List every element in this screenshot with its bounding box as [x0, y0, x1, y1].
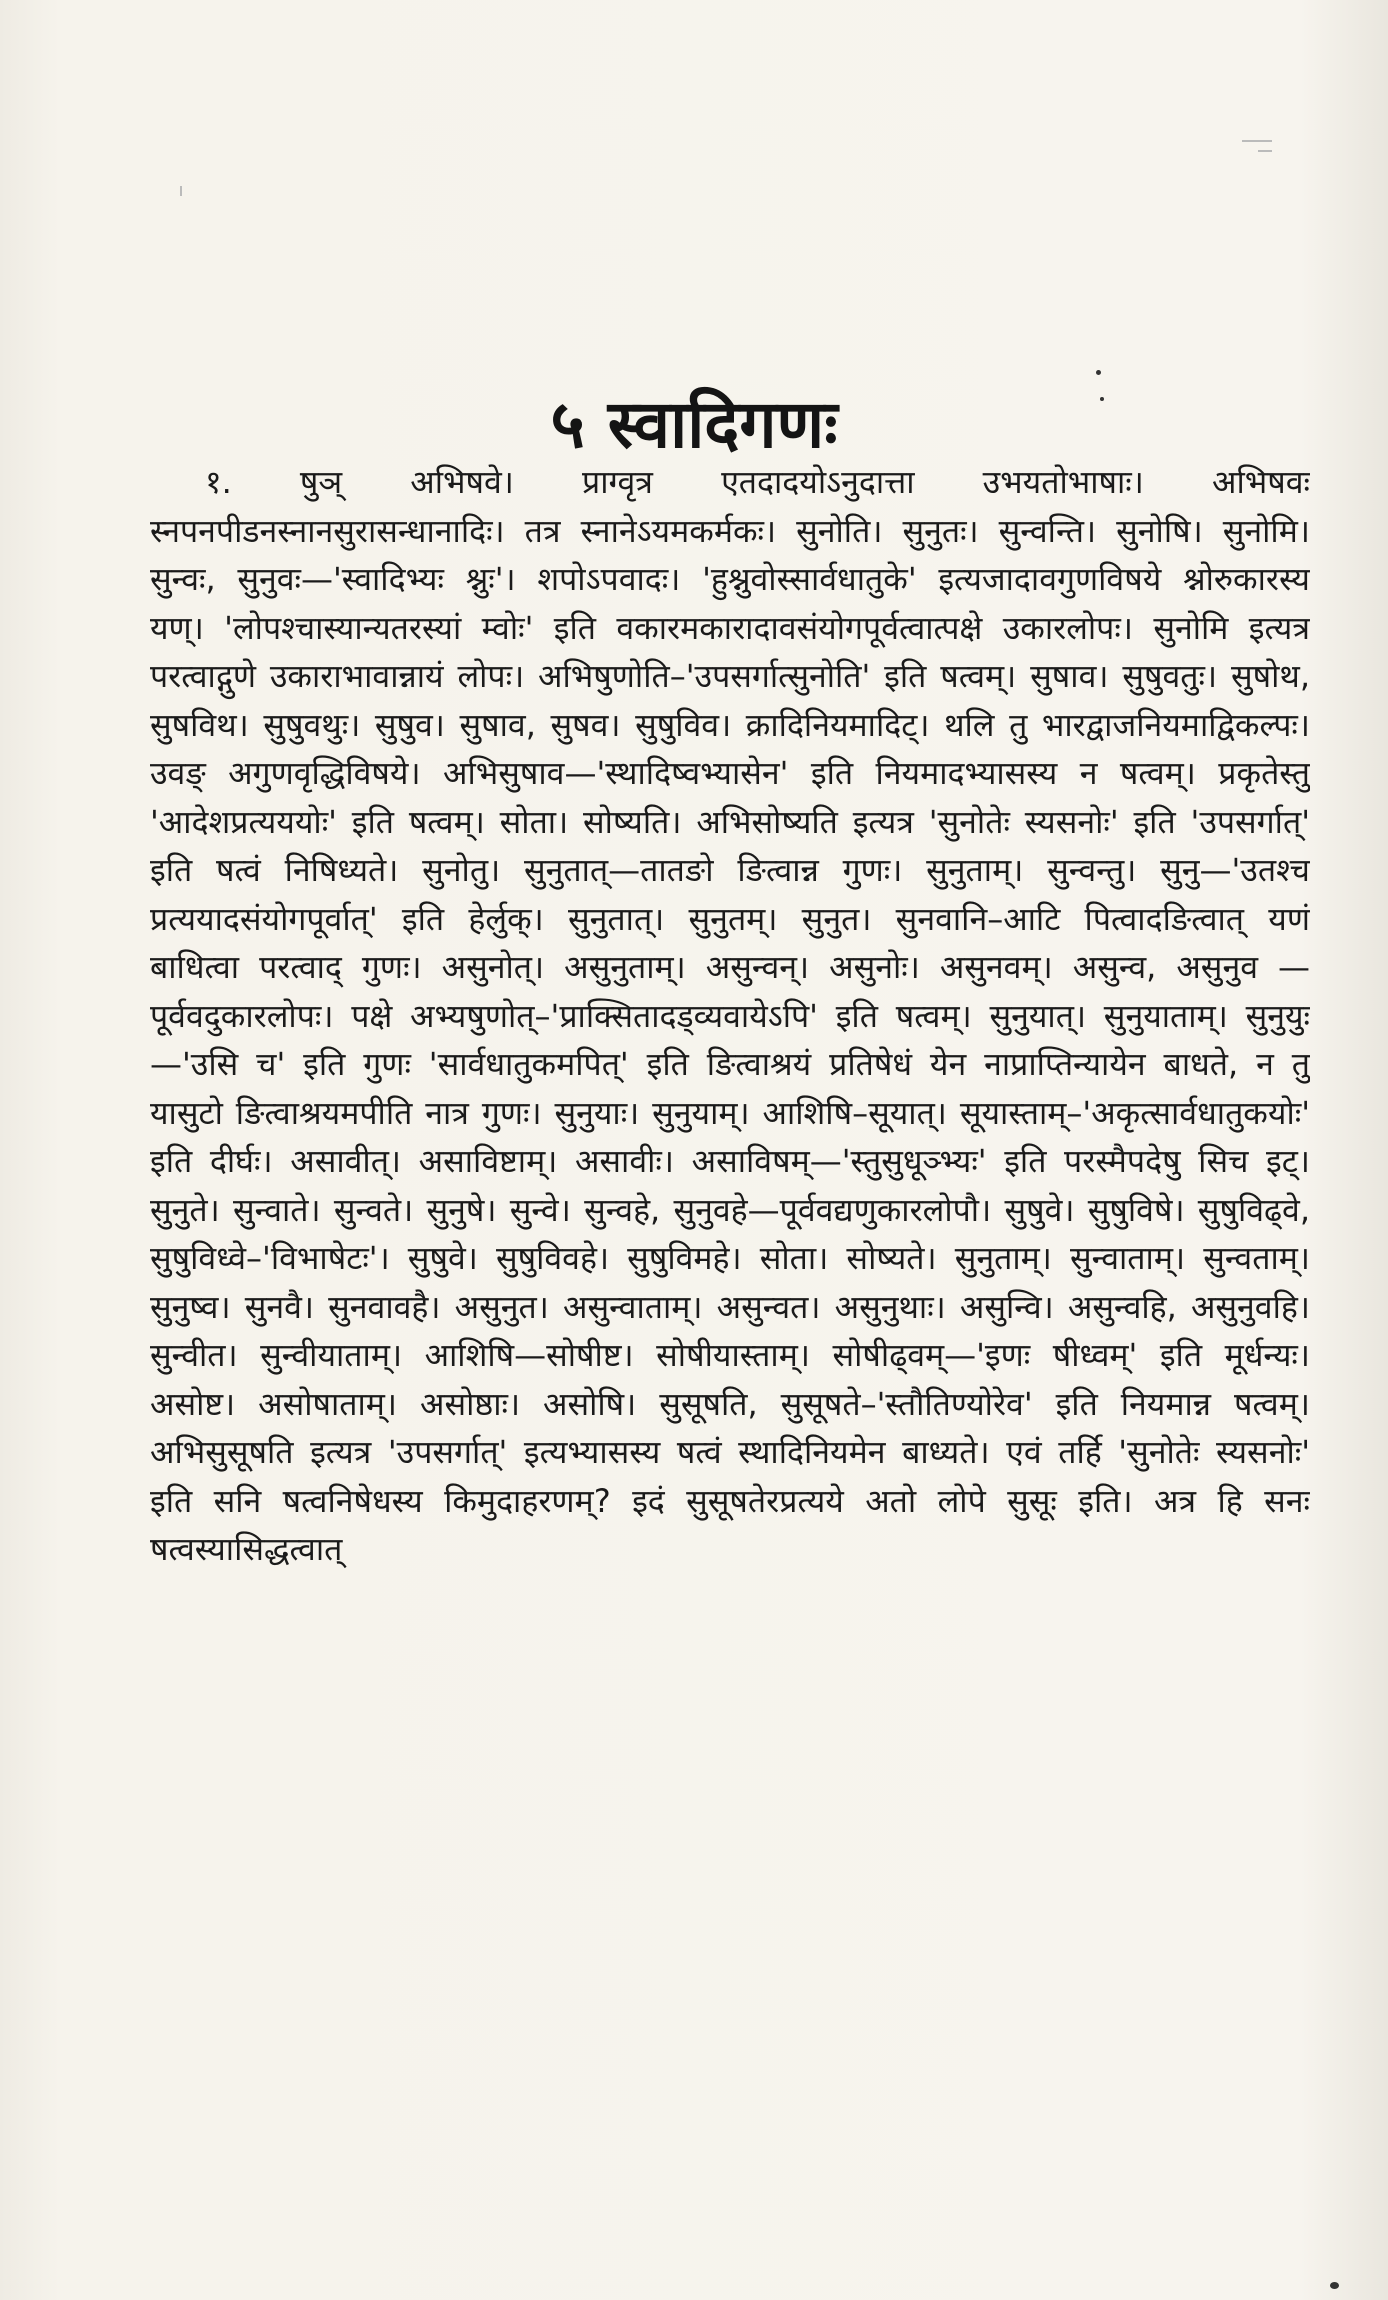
ink-speck	[1096, 370, 1101, 375]
ink-speck	[1100, 397, 1104, 401]
chapter-heading: ५ स्वादिगणः	[550, 386, 838, 464]
scan-mark	[1242, 140, 1272, 142]
scan-mark	[180, 186, 182, 196]
ink-speck	[1330, 2282, 1339, 2289]
scan-mark	[1258, 150, 1272, 152]
main-paragraph: १. षुञ् अभिषवे। प्राग्वृत्र एतदादयोऽनुदात्ता उभयतोभाषाः। अभिषवः स्नपनपीडनस्नानसुरासन्धानादिः। तत्र स्नानेऽयमकर्मकः। सुनोति। सुनुतः। सुन्वन्ति। सुनोषि। सुनोमि। सुन्वः, सुनुवः—'स्वादिभ्यः श्नुः'। शपोऽपवादः। 'हुश्नुवोस्सार्वधातुके' इत्यजादावगुणविषये श्नोरुकारस्य यण्। 'लोपश्चास्यान्यतरस्यां म्वोः' इति वकारमकारादावसंयोगपूर्वत्वात्पक्षे उकारलोपः। सुनोमि इत्यत्र परत्वाद्गुणे उकाराभावान्नायं लोपः। अभिषुणोति–'उपसर्गात्सुनोति' इति षत्वम्। सुषाव। सुषुवतुः। सुषोथ, सुषविथ। सुषुवथुः। सुषुव। सुषाव, सुषव। सुषुविव। क्रादिनियमादिट्। थलि तु भारद्वाजनियमाद्विकल्पः। उवङ् अगुणवृद्धिविषये। अभिसुषाव—'स्थादिष्वभ्यासेन' इति नियमादभ्यासस्य न षत्वम्। प्रकृतेस्तु 'आदेशप्रत्यययोः' इति षत्वम्। सोता। सोष्यति। अभिसोष्यति इत्यत्र 'सुनोतेः स्यसनोः' इति 'उपसर्गात्' इति षत्वं निषिध्यते। सुनोतु। सुनुतात्—तातङो ङित्वान्न गुणः। सुनुताम्। सुन्वन्तु। सुनु—'उतश्च प्रत्ययादसंयोगपूर्वात्' इति हेर्लुक्। सुनुतात्। सुनुतम्। सुनुत। सुनवानि–आटि पित्वादङित्वात् यणं बाधित्वा परत्वाद् गुणः। असुनोत्। असुनुताम्। असुन्वन्। असुनोः। असुनवम्। असुन्व, असुनुव — पूर्ववदुकारलोपः। पक्षे अभ्यषुणोत्–'प्राक्सितादड्व्यवायेऽपि' इति षत्वम्। सुनुयात्। सुनुयाताम्। सुनुयुः—'उसि च' इति गुणः 'सार्वधातुकमपित्' इति ङित्वाश्रयं प्रतिषेधं येन नाप्राप्तिन्यायेन बाधते, न तु यासुटो ङित्वाश्रयमपीति नात्र गुणः। सुनुयाः। सुनुयाम्। आशिषि–सूयात्। सूयास्ताम्–'अकृत्सार्वधातुकयोः' इति दीर्घः। असावीत्। असाविष्टाम्। असावीः। असाविषम्—'स्तुसुधूञ्भ्यः' इति परस्मैपदेषु सिच इट्। सुनुते। सुन्वाते। सुन्वते। सुनुषे। सुन्वे। सुन्वहे, सुनुवहे—पूर्ववद्यणुकारलोपौ। सुषुवे। सुषुविषे। सुषुविढ्वे, सुषुविध्वे–'विभाषेटः'। सुषुवे। सुषुविवहे। सुषुविमहे। सोता। सोष्यते। सुनुताम्। सुन्वाताम्। सुन्वताम्। सुनुष्व। सुनवै। सुनवावहै। असुनुत। असुन्वाताम्। असुन्वत। असुनुथाः। असुन्वि। असुन्वहि, असुनुवहि। सुन्वीत। सुन्वीयाताम्। आशिषि—सोषीष्ट। सोषीयास्ताम्। सोषीढ्वम्—'इणः षीध्वम्' इति मूर्धन्यः। असोष्ट। असोषाताम्। असोष्ठाः। असोषि। सुसूषति, सुसूषते–'स्तौतिण्योरेव' इति नियमान्न षत्वम्। अभिसुसूषति इत्यत्र 'उपसर्गात्' इत्यभ्यासस्य षत्वं स्थादिनियमेन बाध्यते। एवं तर्हि 'सुनोतेः स्यसनोः' इति सनि षत्वनिषेधस्य किमुदाहरणम्? इदं सुसूषतेरप्रत्यये अतो लोपे सुसूः इति। अत्र हि सनः षत्वस्यासिद्धत्वात्	[150, 463, 1310, 1568]
